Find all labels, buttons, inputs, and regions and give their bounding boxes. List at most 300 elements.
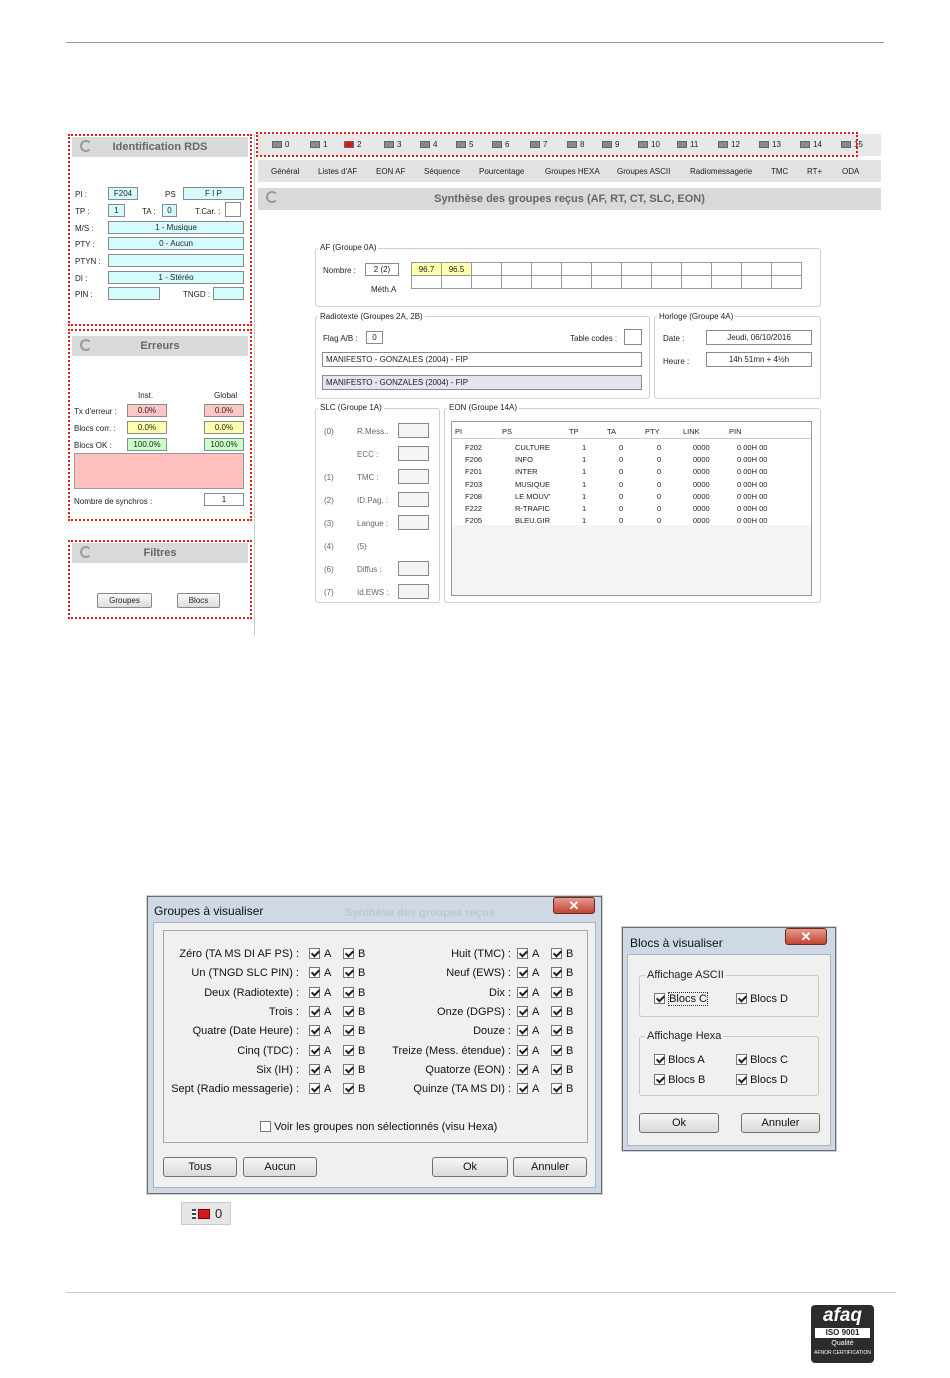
af-cell (772, 263, 802, 276)
eon-cell: 0000 (693, 443, 710, 452)
slc-row-num: (3) (324, 519, 334, 528)
eon-header: TP (569, 427, 579, 436)
rt-line1: MANIFESTO - GONZALES (2004) - FIP (322, 352, 642, 367)
checkbox-a[interactable] (517, 1045, 528, 1056)
group-b-checkbox-row[interactable] (551, 1006, 573, 1018)
ascii-c-row[interactable] (654, 993, 708, 1005)
afaq-cert: AFNOR CERTIFICATION (814, 1350, 871, 1356)
group-tab-label: 11 (690, 140, 699, 149)
panel-divider (254, 134, 255, 636)
slc-row-label: ECC : (357, 450, 379, 459)
af-cell (772, 276, 802, 289)
hexa-c-label: Blocs C (750, 1054, 788, 1066)
ok-label: Blocs OK : (74, 441, 112, 450)
eon-cell: 0 (619, 479, 624, 489)
checkbox-a-label: A (532, 1044, 540, 1057)
checkbox-b-label: B (566, 1083, 574, 1096)
af-cell (622, 276, 652, 289)
groups-button[interactable]: Groupes (97, 593, 152, 608)
tab-1[interactable]: Listes d'AF (318, 167, 358, 176)
afaq-quality: Qualité (831, 1340, 854, 1347)
checkbox-a-label: A (324, 1025, 332, 1038)
err-panel-title: Erreurs (140, 340, 180, 352)
checkbox-a[interactable] (517, 1006, 528, 1017)
slc-row-field (398, 469, 429, 484)
group-tab-label: 2 (357, 140, 362, 149)
checkbox-a[interactable] (517, 967, 528, 978)
checkbox-a-label: A (532, 1025, 540, 1038)
slc-row-num: (2) (324, 496, 334, 505)
group-a-checkbox-row[interactable] (309, 1025, 331, 1037)
af-cell (532, 263, 562, 276)
checkbox-a-label: A (532, 967, 540, 980)
af-cell: 96.7 (412, 263, 442, 276)
eon-cell: LE MOUV' (515, 491, 551, 501)
af-cell (472, 276, 502, 289)
pty-field: 0 - Aucun (108, 237, 244, 250)
group-a-checkbox-row[interactable] (309, 1064, 331, 1076)
di-field: 1 - Stéréo (108, 271, 244, 284)
ascii-d-checkbox[interactable] (736, 993, 747, 1004)
di-label: DI : (75, 274, 88, 283)
tab-5[interactable]: Groupes HEXA (545, 167, 600, 176)
pin-label: PIN : (75, 290, 93, 299)
global-header: Global (214, 391, 238, 400)
eon-cell: 0 00H 00 (737, 479, 768, 489)
group-right-label: Douze : (473, 1025, 511, 1038)
show-unselected-checkbox[interactable] (260, 1121, 271, 1132)
group-a-checkbox-row[interactable] (517, 1083, 539, 1095)
hexa-b-row[interactable] (654, 1074, 705, 1086)
checkbox-b[interactable] (343, 1064, 354, 1075)
eon-cell: 0 00H 00 (737, 443, 768, 452)
af-cell (502, 263, 532, 276)
eon-cell: 0000 (693, 491, 710, 501)
checkbox-a[interactable] (309, 948, 320, 959)
eon-cell: 0 (657, 504, 662, 513)
checkbox-b[interactable] (343, 1045, 354, 1056)
af-method-label: Méth.A (371, 285, 397, 294)
blocks-ok-button[interactable]: Ok (639, 1113, 719, 1133)
af-count-label: Nombre : (323, 266, 356, 275)
ms-label: M/S : (75, 224, 94, 233)
checkbox-b-label: B (566, 967, 574, 980)
blocks-cancel-button[interactable]: Annuler (741, 1113, 820, 1133)
af-cell (712, 263, 742, 276)
group-right-label: Dix : (489, 986, 511, 999)
groups-ok-button[interactable]: Ok (432, 1157, 508, 1177)
group-b-checkbox-row[interactable] (343, 1025, 365, 1037)
af-cell (592, 276, 622, 289)
eon-cell: 0 00H 00 (737, 455, 768, 465)
pty-label: PTY : (75, 240, 95, 249)
slc-row-field (398, 515, 429, 530)
ta-field: 0 (162, 204, 177, 217)
eon-cell: INTER (515, 467, 538, 477)
checkbox-b-label: B (358, 948, 366, 960)
corr-global: 0.0% (204, 421, 244, 434)
checkbox-b[interactable] (551, 1006, 562, 1017)
group-right-label: Treize (Mess. étendue) : (392, 1044, 511, 1057)
group-tab-label: 8 (580, 140, 585, 149)
af-cell (562, 276, 592, 289)
err-rate-label: Tx d'erreur : (74, 407, 117, 416)
checkbox-b-label: B (358, 967, 366, 980)
eon-cell: 0 (657, 516, 662, 526)
group-b-checkbox-row[interactable] (343, 1045, 365, 1057)
af-cell (442, 276, 472, 289)
filt-panel-highlight (68, 540, 252, 619)
eon-cell: 1 (582, 467, 587, 477)
group-b-checkbox-row[interactable] (551, 948, 573, 960)
af-cell (682, 263, 712, 276)
slc-row-field (398, 446, 429, 461)
all-button[interactable]: Tous (163, 1157, 237, 1177)
blocks-dialog-title: Blocs à visualiser (630, 936, 723, 950)
corr-label: Blocs corr. : (74, 424, 116, 433)
group-active-icon (198, 1209, 210, 1219)
eon-title: EON (Groupe 14A) (449, 403, 518, 412)
slc-row-label: Diffus : (357, 565, 382, 574)
af-cell (592, 263, 622, 276)
af-cell (532, 276, 562, 289)
rt-line2: MANIFESTO - GONZALES (2004) - FIP (322, 375, 642, 390)
eon-cell: 0 (619, 491, 624, 501)
eon-cell: 1 (582, 455, 587, 465)
group-icon-label: 0 (215, 1206, 223, 1221)
eon-header: LINK (683, 427, 700, 436)
ct-date: Jeudi, 06/10/2016 (706, 330, 812, 345)
tp-field: 1 (108, 204, 125, 217)
slc-row-num: (0) (324, 427, 334, 436)
af-count: 2 (2) (365, 263, 399, 276)
rt-table-field (624, 329, 642, 345)
eon-cell: 0 (619, 467, 624, 477)
group-a-checkbox-row[interactable] (517, 967, 539, 979)
hexa-d-row[interactable] (736, 1074, 788, 1086)
ta-label: TA : (142, 207, 156, 216)
checkbox-b[interactable] (551, 948, 562, 959)
group-a-checkbox-row[interactable] (517, 1025, 539, 1037)
af-cell (742, 263, 772, 276)
checkbox-b-label: B (566, 948, 574, 960)
eon-header: PI (455, 427, 463, 436)
eon-cell: 0 (657, 443, 662, 452)
tab-0[interactable]: Général (271, 167, 300, 176)
ok-inst: 100.0% (127, 438, 167, 451)
hexa-a-row[interactable] (654, 1054, 705, 1066)
eon-cell: 1 (582, 516, 587, 526)
header-rule (66, 42, 884, 43)
tab-8[interactable]: TMC (771, 167, 789, 176)
tab-2[interactable]: EON AF (376, 167, 406, 176)
checkbox-b[interactable] (551, 967, 562, 978)
checkbox-b[interactable] (343, 1083, 354, 1094)
eon-cell: F205 (465, 516, 483, 526)
inst-header: Inst. (138, 391, 154, 400)
rt-table-label: Table codes : (570, 334, 618, 343)
slc-row-label: ID.Pag. : (357, 496, 389, 505)
eon-header: PIN (729, 427, 742, 436)
slc-row-field (398, 561, 429, 576)
close-icon[interactable]: ✕ (553, 897, 595, 914)
ct-title: Horloge (Groupe 4A) (659, 312, 734, 321)
group-b-checkbox-row[interactable] (551, 1083, 573, 1095)
hexa-a-checkbox[interactable] (654, 1054, 665, 1065)
afaq-logo (811, 1305, 874, 1363)
checkbox-b-label: B (358, 1044, 366, 1057)
ascii-c-checkbox[interactable] (654, 993, 665, 1004)
ascii-d-label: Blocs D (750, 993, 788, 1005)
close-icon[interactable]: ✕ (785, 928, 827, 945)
err-rate-global: 0.0% (204, 404, 244, 417)
ps-field: F I P (183, 187, 244, 200)
slc-row-num: (7) (324, 588, 334, 597)
tab-7[interactable]: Radiomessagerie (690, 167, 753, 176)
checkbox-a[interactable] (517, 1064, 528, 1075)
checkbox-b-label: B (566, 1005, 574, 1018)
group-right-label: Huit (TMC) : (451, 948, 511, 960)
group-b-checkbox-row[interactable] (551, 967, 573, 979)
slc-row-field (398, 423, 429, 438)
group-b-checkbox-row[interactable] (343, 948, 365, 960)
checkbox-a[interactable] (517, 1025, 528, 1036)
group-a-checkbox-row[interactable] (517, 987, 539, 999)
footer-rule (66, 1292, 896, 1293)
id-panel-highlight (68, 134, 252, 326)
checkbox-a-label: A (532, 986, 540, 999)
group-b-checkbox-row[interactable] (343, 1083, 365, 1095)
eon-cell: F201 (465, 467, 483, 477)
checkbox-a[interactable] (517, 1083, 528, 1094)
checkbox-a[interactable] (309, 1006, 320, 1017)
eon-cell: F206 (465, 455, 483, 465)
group-tab-label: 13 (772, 140, 781, 149)
pi-field: F204 (108, 187, 138, 200)
slc-row-label: Id.EWS : (357, 588, 389, 597)
checkbox-b[interactable] (551, 1064, 562, 1075)
checkbox-b[interactable] (343, 948, 354, 959)
eon-cell: INFO (515, 455, 533, 465)
checkbox-a[interactable] (309, 1064, 320, 1075)
checkbox-b[interactable] (551, 987, 562, 998)
checkbox-b-label: B (358, 1025, 366, 1038)
group-a-checkbox-row[interactable] (309, 967, 331, 979)
group-a-checkbox-row[interactable] (517, 1045, 539, 1057)
checkbox-a-label: A (532, 1083, 540, 1096)
af-cell: 96.5 (442, 263, 472, 276)
group-a-checkbox-row[interactable] (517, 948, 539, 960)
group-b-checkbox-row[interactable] (343, 987, 365, 999)
group-a-checkbox-row[interactable] (309, 1083, 331, 1095)
ms-field: 1 - Musique (108, 221, 244, 234)
slc-row-num: (1) (324, 473, 334, 482)
tp-label: TP : (75, 207, 90, 216)
show-unselected-label: Voir les groupes non sélectionnés (visu Hexa) (274, 1121, 498, 1133)
eon-cell: 0 (657, 455, 662, 465)
tab-10[interactable]: ODA (842, 167, 860, 176)
tab-3[interactable]: Séquence (424, 167, 461, 176)
hexa-c-checkbox[interactable] (736, 1054, 747, 1065)
err-rate-inst: 0.0% (127, 404, 167, 417)
hexa-b-label: Blocs B (668, 1074, 706, 1086)
slc-row-num: (4) (324, 542, 334, 551)
groups-cancel-button[interactable]: Annuler (513, 1157, 587, 1177)
group-tab-label: 12 (731, 140, 740, 149)
group-tabs-highlight (256, 132, 858, 157)
checkbox-a[interactable] (309, 1045, 320, 1056)
filt-panel-title: Filtres (143, 547, 177, 559)
checkbox-b[interactable] (343, 1006, 354, 1017)
af-cell (502, 276, 532, 289)
af-grid (411, 262, 802, 289)
hexa-b-checkbox[interactable] (654, 1074, 665, 1085)
group-left-label: Cinq (TDC) : (237, 1044, 299, 1057)
ascii-d-row[interactable] (736, 993, 788, 1005)
ps-label: PS (165, 190, 176, 199)
none-button[interactable]: Aucun (243, 1157, 317, 1177)
group-b-checkbox-row[interactable] (343, 1064, 365, 1076)
group-left-label: Zéro (TA MS DI AF PS) : (179, 948, 299, 960)
checkbox-a-label: A (324, 948, 332, 960)
af-cell (742, 276, 772, 289)
af-cell (652, 263, 682, 276)
group-b-checkbox-row[interactable] (551, 987, 573, 999)
checkbox-a-label: A (324, 967, 332, 980)
signal-icon (266, 191, 278, 203)
eon-cell: 0 (657, 467, 662, 477)
blocks-button[interactable]: Blocs (177, 593, 220, 608)
checkbox-b-label: B (358, 1005, 366, 1018)
checkbox-b[interactable] (551, 1045, 562, 1056)
group-tab-label: 4 (433, 140, 438, 149)
checkbox-b[interactable] (343, 967, 354, 978)
eon-cell: R-TRAFIC (515, 504, 550, 513)
checkbox-b[interactable] (551, 1083, 562, 1094)
groups-dialog-title: Groupes à visualiser (154, 904, 264, 918)
hexa-a-label: Blocs A (668, 1054, 705, 1066)
group-b-checkbox-row[interactable] (551, 1064, 573, 1076)
main-title: Synthèse des groupes reçus (AF, RT, CT, SLC, EON) (434, 193, 705, 205)
group-right-label: Quatorze (EON) : (425, 1063, 511, 1076)
eon-cell: 0 00H 00 (737, 491, 768, 501)
eon-header: TA (607, 427, 617, 436)
pi-label: PI : (75, 190, 88, 199)
rt-title: Radiotexte (Groupes 2A, 2B) (320, 312, 423, 321)
slc-row-field (398, 492, 429, 507)
slc-row-label: R.Mess.. (357, 427, 389, 436)
afaq-iso: ISO 9001 (815, 1328, 870, 1338)
eon-cell: F202 (465, 443, 483, 452)
eon-header: PTY (645, 427, 660, 436)
tcar-label: T.Car. : (195, 207, 221, 216)
checkbox-a[interactable] (309, 1083, 320, 1094)
checkbox-a-label: A (324, 1083, 332, 1096)
tab-4[interactable]: Pourcentage (479, 167, 525, 176)
group-a-checkbox-row[interactable] (309, 1045, 331, 1057)
tngd-label: TNGD : (183, 290, 211, 299)
eon-cell: 0 (619, 443, 624, 452)
eon-cell: 0 (619, 504, 624, 513)
tab-6[interactable]: Groupes ASCII (617, 167, 671, 176)
rt-flag-label: Flag A/B : (323, 334, 358, 343)
checkbox-b-label: B (566, 1063, 574, 1076)
checkbox-a[interactable] (517, 948, 528, 959)
eon-cell: BLEU.GIR (515, 516, 551, 526)
group-b-checkbox-row[interactable] (343, 967, 365, 979)
eon-cell: CULTURE (515, 443, 550, 452)
checkbox-b[interactable] (551, 1025, 562, 1036)
group-a-checkbox-row[interactable] (517, 1006, 539, 1018)
ct-date-label: Date : (663, 334, 685, 343)
eon-cell: 0000 (693, 455, 710, 465)
slc-row-field (398, 584, 429, 599)
group-b-checkbox-row[interactable] (343, 1006, 365, 1018)
group-marker-icon (192, 1209, 196, 1219)
af-cell (682, 276, 712, 289)
group-right-label: Neuf (EWS) : (446, 967, 511, 980)
eon-cell: 0000 (693, 504, 710, 513)
group-left-label: Un (TNGD SLC PIN) : (191, 967, 299, 980)
show-unselected-row[interactable] (260, 1121, 497, 1133)
group-a-checkbox-row[interactable] (517, 1064, 539, 1076)
checkbox-b[interactable] (343, 1025, 354, 1036)
eon-cell: 0 (657, 479, 662, 489)
eon-cell: MUSIQUE (515, 479, 551, 489)
eon-cell: 0000 (693, 479, 710, 489)
group-a-checkbox-row[interactable] (309, 1006, 331, 1018)
rt-flag: 0 (366, 331, 383, 344)
checkbox-a[interactable] (309, 1025, 320, 1036)
hexa-d-label: Blocs D (750, 1074, 788, 1086)
group-left-label: Quatre (Date Heure) : (192, 1025, 299, 1038)
eon-header: PS (502, 427, 513, 436)
slc-row-label: (5) (357, 542, 367, 551)
hexa-d-checkbox[interactable] (736, 1074, 747, 1085)
ct-time-label: Heure : (663, 357, 690, 366)
group-b-checkbox-row[interactable] (551, 1025, 573, 1037)
eon-cell: 0 (619, 455, 624, 465)
group-tab-label: 5 (469, 140, 474, 149)
group-b-checkbox-row[interactable] (551, 1045, 573, 1057)
group-a-checkbox-row[interactable] (309, 948, 331, 960)
eon-cell: 1 (582, 491, 587, 501)
tab-9[interactable]: RT+ (807, 167, 823, 176)
eon-cell: F203 (465, 479, 483, 489)
ok-global: 100.0% (204, 438, 244, 451)
checkbox-b-label: B (358, 1083, 366, 1096)
checkbox-a[interactable] (309, 987, 320, 998)
corr-inst: 0.0% (127, 421, 167, 434)
hexa-c-row[interactable] (736, 1054, 788, 1066)
id-panel-title: Identification RDS (112, 141, 208, 153)
group-a-checkbox-row[interactable] (309, 987, 331, 999)
group-tab-label: 1 (323, 140, 328, 149)
checkbox-a[interactable] (309, 967, 320, 978)
ct-time: 14h 51mn + 4½h (706, 352, 812, 367)
eon-cell: 0 00H 00 (737, 516, 768, 526)
checkbox-a[interactable] (517, 987, 528, 998)
ptyn-label: PTYN : (75, 257, 101, 266)
eon-cell: 0 (657, 491, 662, 501)
af-cell (652, 276, 682, 289)
checkbox-b[interactable] (343, 987, 354, 998)
ascii-c-label: Blocs C (669, 993, 707, 1005)
checkbox-a-label: A (532, 948, 540, 960)
checkbox-b-label: B (566, 986, 574, 999)
group-tab-label: 15 (854, 140, 863, 149)
slc-row-label: TMC : (357, 473, 379, 482)
